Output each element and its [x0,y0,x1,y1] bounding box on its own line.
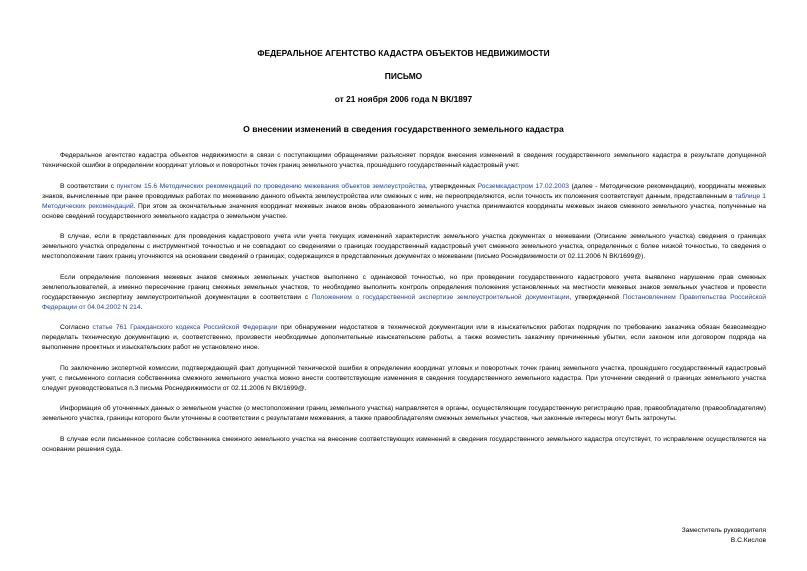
link-methodical-recommendations-15-6[interactable]: пунктом 15.6 Методических рекомендаций по проведению межевания объектов землеустройства [116,182,426,190]
document-date-number: от 21 ноября 2006 года N ВК/1897 [334,94,473,104]
text-segment: Согласно [60,324,93,331]
signature-name: В.С.Кислов [730,537,766,544]
link-table-1[interactable]: таблице 1 Методических рекомендаций [42,192,766,210]
paragraph-1: Федеральное агентство кадастра объектов недвижимости в связи с поступающими обращениями разъясняет порядок внесения изменений в сведения государственного земельного кадастра в результате допущенной технической ошибки в определении координат угловых и поворотных точек границ земельного участка, прошедшего государственный кадастровый учет. [42,152,766,169]
text-segment: Если определение положения межевых знаков смежных земельных участков выполнено с одинаковой точностью, но при проведении государственного кадастрового учета выявлено нарушение прав смежных землепользователей, а именно пересечение границ смежных земельных участков, то необходимо выполнить контроль определения положения установленных на местности межевых знаков земельных участков и провести государственную экспертизу землеустроительной документации в соответствии с [42,273,766,301]
paragraph-3: В случае, если в представленных для проведения кадастрового учета или учета текущих изменений характеристик земельного участка документах о межевании (Описание земельного участка) сведения о границах земельного участка определены с инструментной точностью и не совпадают со сведениями о границах государственный кадастровый учет смежного земельного участка, определенных с более низкой точностью, то сведения о местоположении таких границ уточняются на основании сведений о границах, содержащихся в представленных документах о межевании (письмо Роснедвижимости от 02.11.2006 N ВК/1699@). [42,233,766,260]
paragraph-2 [42,182,766,222]
text-segment: (далее - Методические рекомендации), координаты межевых знаков, вычисленные при ранее проводимых работах по межеванию данного объекта землеустройства или смежных с ним, не переопределяются, если точность их положения соответствует данным, представленным в [42,182,766,200]
link-rozemkadastr-order[interactable]: Росземкадастром 17.02.2003 [477,182,570,190]
text-segment: . [140,303,143,311]
document-body [42,151,766,465]
signature-block [682,526,766,546]
paragraph-4 [42,273,766,313]
link-expertise-regulation[interactable]: Положением о государственной экспертизе землеустроительной документации [311,293,570,301]
document-type: ПИСЬМО [384,71,423,81]
paragraph-8: В случае если письменное согласие собственника смежного земельного участка на внесение соответствующих изменений в сведения государственного земельного кадастра отсутствует, то исправление осуществляется на основании решения суда. [42,435,766,453]
text-segment: , утвержденной [569,293,623,301]
link-civil-code-article-761[interactable]: статье 761 Гражданского кодекса Российской Федерации [92,324,278,331]
paragraph-7: Информация об уточненных данных о земельном участке (о местоположении границ земельного участка) направляется в органы, осуществляющие государственную регистрацию прав, правообладателю (правообладателям) земельного участка, границы которого были уточнены в соответствии с результатами межевания, а также правообладателям смежных земельных участков, чьи законные интересы могут быть затронуты. [42,405,766,422]
text-segment: . При этом за окончательные значения координат межевых знаков вновь образованного земельного участка принимаются координаты межевых знаков смежного земельного участка, полученные на основе сведений государственного земельного кадастра о земельном участке. [42,202,767,220]
text-segment: В соответствии с [60,182,117,190]
signature-position: Заместитель руководителя [681,527,766,534]
text-segment: , утвержденных [425,182,478,190]
paragraph-6: По заключению экспертной комиссии, подтверждающей факт допущенной технической ошибки в определении координат угловых и поворотных точек границ земельного участка, прошедшего государственный кадастровый учет, с письменного согласия собственника смежного земельного участка можно внести соответствующие изменения в сведения государственного земельного кадастра. При уточнении сведений о границах земельного участка следует руководствоваться п.3 письма Роснедвижимости от 02.11.2006 N ВК/1699@. [42,364,766,392]
text-segment: при обнаружении недостатков в технической документации или в изыскательских работах подрядчик по требованию заказчика обязан безвозмездно переделать техническую документацию и, соответственно, произвести необходимые дополнительные изыскательские работы, а также возместить заказчику причиненные убытки, если законом или договором подряда на выполнение проектных и изыскательских работ не установлено иное. [42,324,766,351]
document-subject: О внесении изменений в сведения государственного земельного кадастра [243,124,564,134]
paragraph-5 [42,323,766,353]
agency-title: ФЕДЕРАЛЬНОЕ АГЕНТСТВО КАДАСТРА ОБЪЕКТОВ НЕДВИЖИМОСТИ [257,48,550,58]
link-government-resolution-214[interactable]: Постановлением Правительства Российской Федерации от 04.04.2002 N 214 [42,293,766,311]
